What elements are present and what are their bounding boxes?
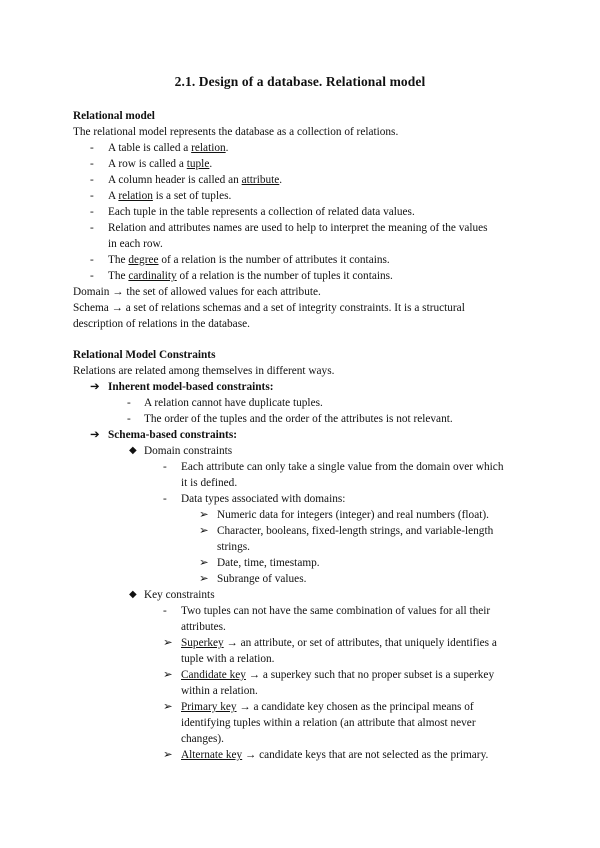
list-item: A table is called a relation. (108, 142, 229, 154)
arrow-bullet-icon: ➔ (90, 429, 100, 441)
list-item-continuation: attributes. (181, 621, 226, 633)
bullet-dash: - (127, 413, 131, 425)
schema-definition: Schema → a set of relations schemas and a set of integrity constraints. It is a structural (73, 302, 465, 314)
list-item: The degree of a relation is the number of attributes it contains. (108, 254, 390, 266)
chevron-bullet-icon: ➢ (199, 509, 209, 521)
chevron-bullet-icon: ➢ (163, 749, 173, 761)
bullet-dash: - (90, 206, 94, 218)
chevron-bullet-icon: ➢ (163, 637, 173, 649)
chevron-bullet-icon: ➢ (163, 701, 173, 713)
chevron-bullet-icon: ➢ (199, 573, 209, 585)
bullet-dash: - (163, 493, 167, 505)
list-item-continuation: identifying tuples within a relation (an attribute that almost never (181, 717, 476, 729)
relational-model-intro: The relational model represents the database as a collection of relations. (73, 126, 399, 138)
bullet-dash: - (90, 222, 94, 234)
section-heading-relational-model: Relational model (73, 110, 155, 122)
bullet-dash: - (90, 174, 94, 186)
list-item: Character, booleans, fixed-length strings, and variable-length (217, 525, 494, 537)
bullet-dash: - (127, 397, 131, 409)
schema-definition-continuation: description of relations in the database. (73, 318, 250, 330)
list-item: Two tuples can not have the same combination of values for all their (181, 605, 491, 617)
list-item-continuation: within a relation. (181, 685, 258, 697)
page-title: 2.1. Design of a database. Relational model (174, 74, 426, 89)
list-item-continuation: strings. (217, 541, 250, 553)
list-item-continuation: changes). (181, 733, 224, 745)
diamond-bullet-icon: ◆ (129, 589, 137, 600)
list-item: A row is called a tuple. (108, 158, 213, 170)
list-item: Subrange of values. (217, 573, 307, 585)
list-item: The order of the tuples and the order of the attributes is not relevant. (144, 413, 453, 425)
bullet-dash: - (90, 270, 94, 282)
bullet-dash: - (90, 142, 94, 154)
list-item-continuation: in each row. (108, 238, 163, 250)
section-heading-constraints: Relational Model Constraints (73, 349, 216, 361)
bullet-dash: - (90, 158, 94, 170)
primary-key-definition: Primary key → a candidate key chosen as the principal means of (181, 701, 474, 713)
list-item: Each tuple in the table represents a collection of related data values. (108, 206, 415, 218)
chevron-bullet-icon: ➢ (199, 557, 209, 569)
list-item: Numeric data for integers (integer) and real numbers (float). (217, 509, 489, 521)
diamond-bullet-icon: ◆ (129, 445, 137, 456)
list-item: The cardinality of a relation is the number of tuples it contains. (108, 270, 393, 282)
domain-constraints-label: Domain constraints (144, 445, 233, 457)
list-item: Date, time, timestamp. (217, 557, 320, 569)
alternate-key-definition: Alternate key → candidate keys that are not selected as the primary. (181, 749, 489, 761)
arrow-bullet-icon: ➔ (90, 381, 100, 393)
list-item: Data types associated with domains: (181, 493, 346, 505)
inherent-constraints-label: Inherent model-based constraints: (108, 381, 274, 393)
list-item: A column header is called an attribute. (108, 174, 283, 186)
constraints-intro: Relations are related among themselves in different ways. (73, 365, 335, 377)
domain-definition: Domain → the set of allowed values for each attribute. (73, 286, 321, 298)
list-item: Each attribute can only take a single value from the domain over which (181, 461, 504, 473)
list-item: A relation cannot have duplicate tuples. (144, 397, 323, 409)
bullet-dash: - (90, 190, 94, 202)
superkey-definition: Superkey → an attribute, or set of attributes, that uniquely identifies a (181, 637, 497, 649)
bullet-dash: - (90, 254, 94, 266)
chevron-bullet-icon: ➢ (163, 669, 173, 681)
bullet-dash: - (163, 461, 167, 473)
key-constraints-label: Key constraints (144, 589, 215, 601)
schema-constraints-label: Schema-based constraints: (108, 429, 237, 441)
chevron-bullet-icon: ➢ (199, 525, 209, 537)
bullet-dash: - (163, 605, 167, 617)
candidate-key-definition: Candidate key → a superkey such that no proper subset is a superkey (181, 669, 495, 681)
list-item: A relation is a set of tuples. (108, 190, 232, 202)
list-item: Relation and attributes names are used to help to interpret the meaning of the values (108, 222, 488, 234)
list-item-continuation: it is defined. (181, 477, 238, 489)
list-item-continuation: tuple with a relation. (181, 653, 275, 665)
